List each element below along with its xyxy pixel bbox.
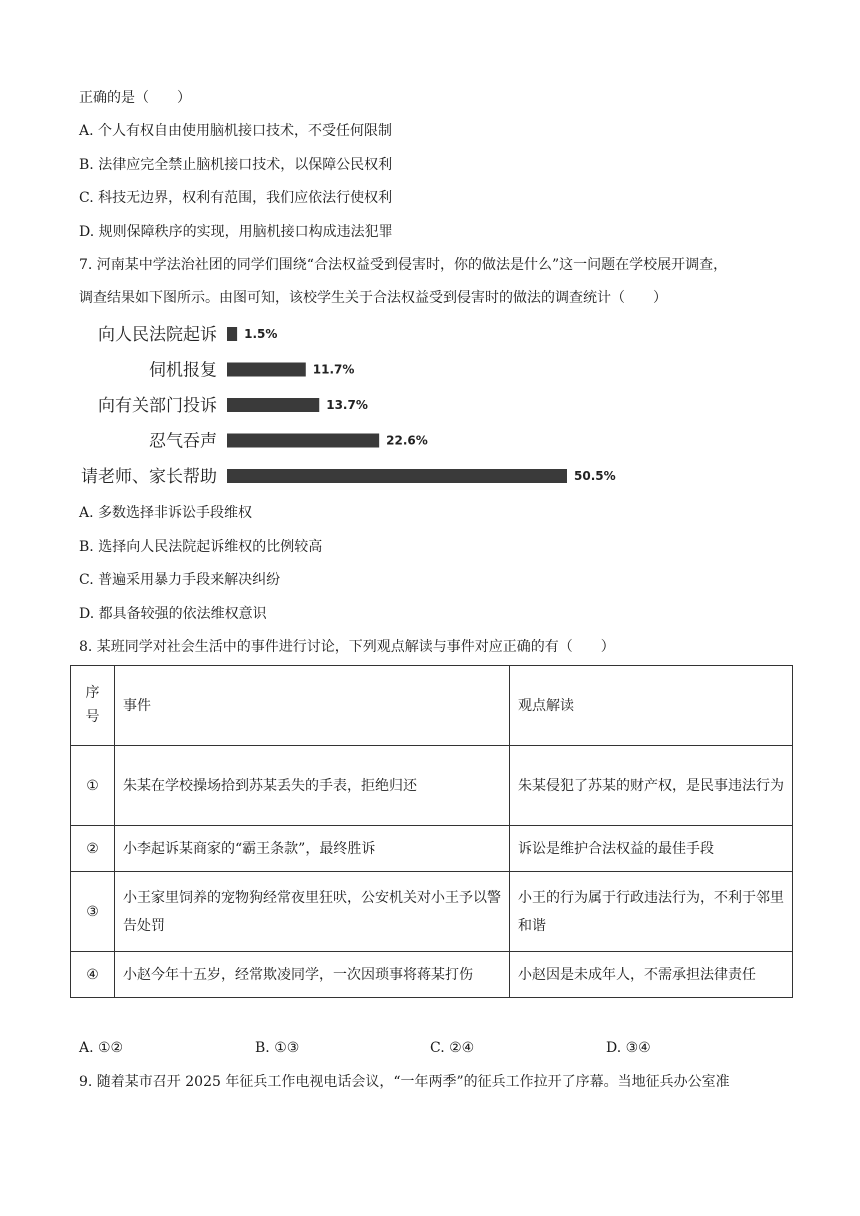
q8-option-d: D. ③④ <box>606 1040 651 1056</box>
row-index: ① <box>71 746 115 826</box>
header-event: 事件 <box>115 666 510 746</box>
row-event: 朱某在学校操场拾到苏某丢失的手表，拒绝归还 <box>115 746 510 826</box>
row-index: ④ <box>71 952 115 998</box>
q7-option-c: C. 普遍采用暴力手段来解决纠纷 <box>79 572 281 588</box>
row-event: 小赵今年十五岁，经常欺凌同学，一次因琐事将蒋某打伤 <box>115 952 510 998</box>
q6-option-a: A. 个人有权自由使用脑机接口技术，不受任何限制 <box>79 123 393 139</box>
bar <box>227 469 567 483</box>
row-view: 小王的行为属于行政违法行为，不利于邻里和谐 <box>510 872 793 952</box>
q6-option-b: B. 法律应完全禁止脑机接口技术，以保障公民权利 <box>79 157 393 173</box>
row-event: 小王家里饲养的宠物狗经常夜里狂吠，公安机关对小王予以警告处罚 <box>115 872 510 952</box>
q6-option-c: C. 科技无边界，权利有范围，我们应依法行使权利 <box>79 190 393 206</box>
category-label: 忍气吞声 <box>149 431 217 452</box>
q7-stem-line2: 调查结果如下图所示。由图可知，该校学生关于合法权益受到侵害时的做法的调查统计（ ） <box>79 290 667 306</box>
category-label: 请老师、家长帮助 <box>81 467 217 487</box>
q7-option-a: A. 多数选择非诉讼手段维权 <box>79 505 253 521</box>
bar <box>227 434 379 448</box>
survey-bar-chart <box>79 318 639 494</box>
q8-stem: 8. 某班同学对社会生活中的事件进行讨论，下列观点解读与事件对应正确的有（ ） <box>79 639 615 655</box>
header-view: 观点解读 <box>510 666 793 746</box>
q9-stem-line1: 9. 随着某市召开 2025 年征兵工作电视电话会议，“一年两季”的征兵工作拉开了序幕。当地征兵办公室准 <box>79 1074 730 1090</box>
category-label: 伺机报复 <box>149 360 217 381</box>
table-row <box>71 826 793 872</box>
row-index: ③ <box>71 872 115 952</box>
value-label: 22.6% <box>386 433 428 448</box>
value-label: 13.7% <box>326 398 368 412</box>
row-view: 朱某侵犯了苏某的财产权，是民事违法行为 <box>510 746 793 826</box>
q8-option-c: C. ②④ <box>430 1040 475 1056</box>
q7-option-d: D. 都具备较强的依法维权意识 <box>79 606 267 622</box>
table-row <box>71 952 793 998</box>
q6-stem-tail: 正确的是（ ） <box>79 90 191 106</box>
table-header-row <box>71 666 793 746</box>
q8-option-a: A. ①② <box>79 1040 124 1056</box>
bar <box>227 398 319 412</box>
category-label: 向人民法院起诉 <box>98 325 217 345</box>
row-index: ② <box>71 826 115 872</box>
row-view: 小赵因是未成年人，不需承担法律责任 <box>510 952 793 998</box>
q6-option-d: D. 规则保障秩序的实现，用脑机接口构成违法犯罪 <box>79 224 393 240</box>
value-label: 11.7% <box>312 362 355 377</box>
q7-stem-line1: 7. 河南某中学法治社团的同学们围绕“合法权益受到侵害时，你的做法是什么”这一问题在学校展开调查， <box>79 257 728 273</box>
q7-option-b: B. 选择向人民法院起诉维权的比例较高 <box>79 539 323 555</box>
row-view: 诉讼是维护合法权益的最佳手段 <box>510 826 793 872</box>
q8-table <box>70 665 793 998</box>
bar <box>227 327 237 341</box>
header-index: 序号 <box>71 666 115 746</box>
q8-option-b: B. ①③ <box>255 1040 300 1056</box>
table-row <box>71 872 793 952</box>
value-label: 50.5% <box>574 469 616 483</box>
category-label: 向有关部门投诉 <box>98 396 217 416</box>
value-label: 1.5% <box>244 327 278 341</box>
q8-options <box>79 1038 779 1058</box>
table-row <box>71 746 793 826</box>
row-event: 小李起诉某商家的“霸王条款”，最终胜诉 <box>115 826 510 872</box>
bar <box>227 363 306 377</box>
